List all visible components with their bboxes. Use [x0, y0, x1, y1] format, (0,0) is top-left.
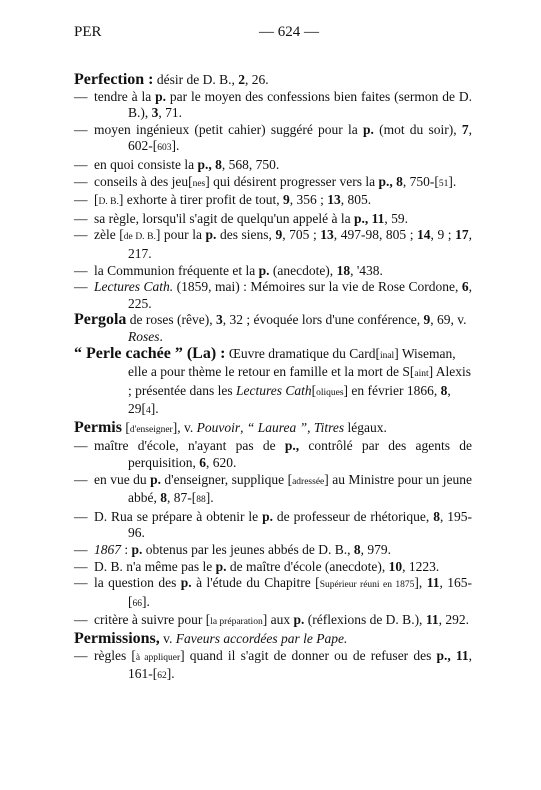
text-run: , 292.	[438, 612, 469, 628]
text-run: 51	[438, 178, 449, 189]
index-subentry	[74, 192, 472, 211]
index-subentry	[74, 89, 472, 122]
text-run: , 979.	[360, 542, 391, 558]
index-subentry	[74, 612, 472, 631]
text-run: [	[121, 419, 130, 435]
subentry-dash: —	[74, 227, 88, 243]
text-run: de professeur de rhétorique,	[272, 508, 434, 524]
text-run: p.,	[284, 438, 300, 454]
text-run: ] Alexis ; présentée dans les	[128, 364, 472, 398]
text-run: ] Wiseman, elle a pour thème le retour en famille et la mort de S[	[128, 345, 456, 380]
text-run: p.	[258, 262, 270, 278]
text-run: règles [	[94, 647, 136, 663]
text-run: nes	[192, 178, 206, 189]
text-run: (réflexions de D. B.),	[304, 612, 426, 628]
text-run: Titres	[313, 419, 345, 435]
text-run: , 69, v.	[430, 312, 467, 328]
index-body	[74, 72, 472, 685]
text-run: 2	[238, 72, 246, 87]
text-run: 3	[216, 312, 223, 328]
text-run: ,	[307, 419, 314, 435]
text-run: 8	[160, 490, 167, 506]
text-run: des siens,	[216, 227, 276, 243]
text-run: 1867	[94, 542, 121, 558]
text-run: en quoi consiste la	[94, 156, 198, 172]
index-subentry	[74, 227, 472, 262]
index-subentry	[74, 542, 472, 559]
text-run: zèle [	[94, 227, 124, 243]
text-run: , 497-98, 805 ;	[333, 227, 418, 243]
text-run: obtenus par les jeunes abbés de D. B.,	[142, 542, 354, 558]
text-run: D. B.	[98, 197, 119, 208]
text-run: (mot du soir),	[373, 121, 462, 137]
index-entry-permis	[74, 420, 472, 439]
index-subentry	[74, 211, 472, 228]
text-run: inal	[379, 350, 395, 361]
subentry-dash: —	[74, 173, 88, 189]
text-run: p.	[155, 88, 166, 104]
text-run: , 165-[	[128, 575, 472, 609]
entry-headword: Permis	[74, 418, 122, 436]
text-run: Faveurs accordées par le Pape.	[175, 631, 348, 646]
text-run: par le moyen des confessions bien faites (sermon de D. B.),	[128, 88, 473, 121]
text-run: , 195-96.	[128, 508, 472, 541]
text-run: d'enseigner, supplique [	[160, 471, 293, 487]
index-subentry	[74, 438, 472, 471]
text-run: aint	[414, 369, 429, 380]
text-run: ] au Ministre pour un jeune abbé,	[128, 471, 472, 506]
text-run: Lectures Cath	[235, 382, 312, 398]
index-entry-perfection	[74, 72, 472, 89]
text-run: , 805.	[340, 192, 372, 208]
text-run: à appliquer	[135, 652, 181, 663]
text-run: Œuvre dramatique du Card[	[225, 345, 380, 361]
text-run: 88	[196, 495, 206, 506]
text-run: p.	[215, 558, 227, 574]
text-run: , 356 ;	[289, 192, 328, 208]
text-run: [	[94, 192, 99, 208]
text-run: contrôlé par des agents de perquisition,	[128, 438, 472, 471]
subentry-dash: —	[74, 438, 88, 454]
text-run: [	[311, 382, 317, 398]
text-run: 4	[146, 406, 151, 417]
text-run: 66	[132, 598, 142, 609]
text-run: de D. B.	[123, 232, 156, 243]
text-run: à l'étude du Chapitre [	[191, 575, 320, 591]
text-run: 3	[151, 105, 159, 121]
text-run: ].	[142, 593, 150, 609]
entry-headword: “ Perle cachée ” (La) :	[74, 344, 226, 362]
text-run: ,	[240, 419, 247, 435]
index-subentry	[74, 263, 472, 280]
running-head: PER	[74, 24, 102, 40]
text-run: p., 8	[378, 173, 403, 189]
text-run: en vue du	[94, 471, 151, 487]
index-entry-pergola	[74, 312, 472, 345]
text-run: Roses	[128, 328, 160, 344]
text-run: D. Rua se prépare à obtenir le	[94, 508, 263, 524]
subentry-dash: —	[74, 262, 88, 278]
text-run: , 750-[	[402, 173, 439, 189]
text-run: , 59.	[384, 210, 408, 226]
subentry-dash: —	[74, 558, 88, 574]
text-run: 9	[423, 312, 431, 328]
text-run: ] quand il s'agit de donner ou de refuser des	[180, 647, 437, 663]
text-run: critère à suivre pour [	[94, 612, 211, 628]
text-run: ] qui désirent progresser vers la	[205, 173, 379, 189]
text-run: p., 11	[353, 210, 385, 226]
subentry-dash: —	[74, 88, 88, 104]
subentry-dash: —	[74, 471, 88, 487]
index-subentry	[74, 472, 472, 509]
text-run: , 161-[	[128, 647, 473, 682]
text-run: maître d'école, n'ayant pas de	[94, 438, 285, 454]
text-run: .	[159, 328, 163, 344]
index-subentry	[74, 279, 472, 312]
text-run: 8	[215, 156, 222, 172]
text-run: ] en février 1866,	[343, 382, 441, 398]
entry-headword: Permissions,	[74, 630, 160, 647]
index-subentry	[74, 648, 472, 685]
index-subentry	[74, 509, 472, 542]
text-run: ] aux	[262, 612, 294, 628]
text-run: 18	[336, 262, 351, 278]
text-run: 7	[461, 121, 469, 137]
page-number: — 624 —	[259, 24, 319, 40]
text-run: , 29[	[128, 382, 451, 417]
text-run: , 87-[	[166, 490, 197, 506]
text-run: d'enseigner	[129, 424, 173, 435]
text-run: 603	[157, 143, 172, 154]
entry-headword: Perfection :	[74, 71, 154, 88]
text-run: 62	[157, 671, 167, 682]
subentry-dash: —	[74, 156, 88, 172]
text-run: p.	[180, 575, 192, 591]
text-run: p.	[362, 121, 374, 137]
text-run: sa règle, lorsqu'il s'agit de quelqu'un appelé à la	[94, 210, 354, 226]
index-subentry	[74, 575, 472, 612]
page-header	[74, 24, 472, 44]
text-run: ].	[166, 666, 175, 682]
text-run: , 26.	[245, 72, 269, 87]
text-run: ] exhorte à tirer profit de tout,	[118, 192, 284, 208]
text-run: 11	[425, 612, 439, 628]
text-run: 8	[353, 542, 361, 558]
text-run: ],	[414, 575, 427, 591]
text-run: conseils à des jeu[	[94, 173, 193, 189]
subentry-dash: —	[74, 192, 88, 208]
text-run: , '438.	[350, 262, 383, 278]
text-run: 17	[455, 227, 469, 243]
text-run: 8	[440, 382, 448, 398]
text-run: p., 11	[436, 647, 469, 663]
index-entry-permissions	[74, 631, 472, 648]
subentry-dash: —	[74, 508, 88, 524]
text-run: , 620.	[206, 455, 237, 471]
text-run: , 568, 750.	[221, 156, 280, 172]
text-run: , 71.	[158, 105, 182, 121]
index-subentry	[74, 559, 472, 576]
subentry-dash: —	[74, 210, 88, 226]
text-run: :	[121, 542, 132, 558]
text-run: p.	[205, 227, 217, 243]
text-run: la question des	[94, 575, 181, 591]
text-run: désir de D. B.,	[153, 72, 239, 87]
text-run: , 1223.	[402, 558, 440, 574]
text-run: 9	[283, 192, 290, 208]
text-run: “ Laurea ”	[246, 419, 308, 435]
text-run: v.	[159, 631, 176, 646]
text-run: D. B. n'a même pas le	[94, 558, 216, 574]
text-run: ].	[205, 490, 214, 506]
text-run: p.	[262, 508, 273, 524]
text-run: 14	[417, 227, 431, 243]
text-run: 8	[433, 508, 440, 524]
text-run: légaux.	[344, 419, 387, 435]
index-subentry	[74, 122, 472, 157]
index-subentry	[74, 174, 472, 193]
text-run: de maître d'école (anecdote),	[226, 558, 389, 574]
text-run: , 602-[	[128, 121, 472, 154]
subentry-dash: —	[74, 542, 88, 558]
text-run: 13	[320, 227, 334, 243]
index-subentry	[74, 157, 472, 174]
text-run: , 705 ;	[282, 227, 321, 243]
text-run: 10	[388, 558, 403, 574]
subentry-dash: —	[74, 647, 88, 663]
entry-headword: Pergola	[74, 311, 127, 329]
text-run: 9	[275, 227, 283, 243]
subentry-dash: —	[74, 121, 88, 137]
subentry-dash: —	[74, 575, 88, 591]
text-run: ].	[171, 138, 180, 154]
text-run: , 9 ;	[430, 227, 456, 243]
text-run: p.,	[197, 156, 212, 172]
text-run: oliques	[316, 387, 344, 398]
text-run: 13	[327, 192, 341, 208]
text-run: ].	[448, 173, 457, 189]
text-run: (1859, mai) : Mémoires sur la vie de Rose Cordone,	[173, 279, 462, 295]
text-run: Lectures Cath.	[94, 279, 174, 295]
text-run: tendre à la	[94, 88, 156, 104]
text-run: p.	[293, 612, 305, 628]
text-run: , 32 ; évoquée lors d'une conférence,	[222, 312, 424, 328]
text-run: , 225.	[128, 279, 472, 311]
text-run: adressée	[292, 476, 325, 487]
text-run: p.	[150, 471, 161, 487]
subentry-dash: —	[74, 279, 88, 295]
text-run: ] pour la	[155, 227, 206, 243]
text-run: , 217.	[128, 227, 472, 261]
text-run: 6	[461, 279, 469, 295]
text-run: la Communion fréquente et la	[94, 262, 259, 278]
index-entry-perle-cachee	[74, 346, 472, 420]
text-run: de roses (rêve),	[126, 312, 217, 328]
subentry-dash: —	[74, 612, 88, 628]
text-run: moyen ingénieux (petit cahier) suggéré pour la	[94, 121, 363, 137]
text-run: Pouvoir	[196, 419, 241, 435]
text-run: ].	[150, 401, 159, 417]
text-run: (anecdote),	[269, 262, 337, 278]
text-run: 6	[199, 455, 206, 471]
text-run: 11	[426, 575, 440, 591]
text-run: ], v.	[172, 419, 197, 435]
text-run: la préparation	[210, 617, 263, 628]
text-run: p.	[131, 542, 143, 558]
text-run: Supérieur réuni en 1875	[319, 580, 415, 591]
